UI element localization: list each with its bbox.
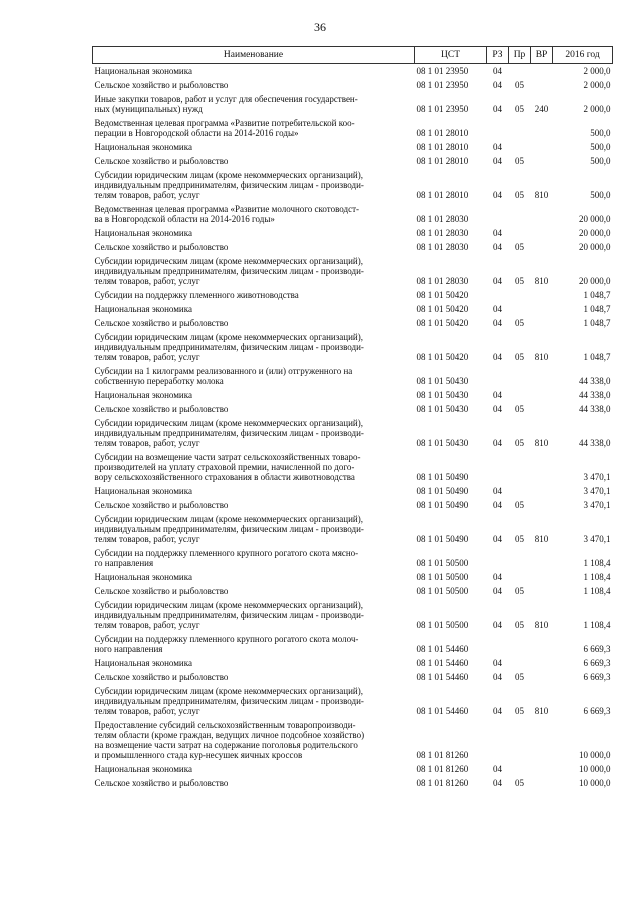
row-amount: 1 108,4 — [583, 572, 611, 582]
row-vr: 810 — [534, 534, 549, 544]
row-amount: 10 000,0 — [579, 764, 611, 774]
row-rz: 04 — [493, 706, 502, 716]
row-cst: 08 1 01 54460 — [416, 644, 469, 654]
table-row — [93, 416, 613, 450]
row-vr: 810 — [534, 352, 549, 362]
table-row — [93, 288, 613, 302]
row-amount: 2 000,0 — [583, 66, 611, 76]
row-amount: 500,0 — [590, 190, 611, 200]
row-rz: 04 — [493, 778, 502, 788]
row-pr: 05 — [515, 500, 524, 510]
row-amount: 10 000,0 — [579, 778, 611, 788]
table-row — [93, 498, 613, 512]
row-vr — [531, 140, 553, 154]
header-name: Наименование — [93, 47, 415, 64]
row-vr — [531, 584, 553, 598]
row-pr: 05 — [515, 80, 524, 90]
row-pr — [509, 546, 531, 570]
row-cst: 08 1 01 23950 — [416, 66, 469, 76]
row-name: Субсидии юридическим лицам (кроме некоммерческих организаций), индивидуальным предпринимателям, физическим лицам - производи- телям товаров, работ, услуг — [94, 418, 364, 448]
table-row — [93, 302, 613, 316]
header-rz: РЗ — [487, 47, 509, 64]
row-name: Национальная экономика — [94, 572, 192, 582]
row-name: Иные закупки товаров, работ и услуг для обеспечения государствен- ных (муниципальных) нужд — [94, 94, 358, 114]
row-pr: 05 — [515, 778, 524, 788]
row-amount: 20 000,0 — [579, 214, 611, 224]
row-cst: 08 1 01 81260 — [416, 764, 469, 774]
row-vr — [531, 240, 553, 254]
row-cst: 08 1 01 50500 — [416, 586, 469, 596]
row-rz — [487, 116, 509, 140]
row-amount: 44 338,0 — [579, 390, 611, 400]
row-rz: 04 — [493, 672, 502, 682]
row-vr: 810 — [534, 276, 549, 286]
row-cst: 08 1 01 28030 — [416, 228, 469, 238]
table-row — [93, 656, 613, 670]
row-vr — [531, 154, 553, 168]
row-vr — [531, 484, 553, 498]
row-pr: 05 — [515, 620, 524, 630]
row-amount: 3 470,1 — [583, 472, 611, 482]
row-rz: 04 — [493, 228, 502, 238]
row-pr: 05 — [515, 534, 524, 544]
row-amount: 6 669,3 — [583, 706, 611, 716]
row-rz — [487, 202, 509, 226]
row-rz: 04 — [493, 104, 502, 114]
row-cst: 08 1 01 50490 — [416, 472, 469, 482]
table-body — [93, 64, 613, 791]
row-amount: 44 338,0 — [579, 404, 611, 414]
row-pr — [509, 570, 531, 584]
row-rz — [487, 364, 509, 388]
table-row — [93, 512, 613, 546]
row-name: Ведомственная целевая программа «Развитие потребительской коо- перации в Новгородской области на 2014-2016 годы» — [94, 118, 355, 138]
row-pr — [509, 202, 531, 226]
row-rz: 04 — [493, 404, 502, 414]
row-amount: 2 000,0 — [583, 104, 611, 114]
row-rz: 04 — [493, 658, 502, 668]
row-amount: 3 470,1 — [583, 486, 611, 496]
row-rz: 04 — [493, 438, 502, 448]
row-amount: 44 338,0 — [579, 438, 611, 448]
row-cst: 08 1 01 28010 — [416, 156, 469, 166]
row-cst: 08 1 01 50490 — [416, 486, 469, 496]
row-rz: 04 — [493, 242, 502, 252]
row-cst: 08 1 01 50420 — [416, 352, 469, 362]
row-amount: 6 669,3 — [583, 672, 611, 682]
row-amount: 500,0 — [590, 142, 611, 152]
table-row — [93, 762, 613, 776]
row-cst: 08 1 01 50420 — [416, 304, 469, 314]
row-rz: 04 — [493, 66, 502, 76]
row-name: Сельское хозяйство и рыболовство — [94, 404, 229, 414]
row-rz: 04 — [493, 390, 502, 400]
row-pr — [509, 226, 531, 240]
row-rz: 04 — [493, 318, 502, 328]
row-cst: 08 1 01 50500 — [416, 572, 469, 582]
row-pr — [509, 484, 531, 498]
row-cst: 08 1 01 81260 — [416, 778, 469, 788]
row-rz: 04 — [493, 586, 502, 596]
row-name: Национальная экономика — [94, 390, 192, 400]
budget-table — [92, 46, 613, 790]
row-name: Субсидии юридическим лицам (кроме некоммерческих организаций), индивидуальным предпринимателям, физическим лицам - производи- телям товаров, работ, услуг — [94, 600, 364, 630]
header-year: 2016 год — [553, 47, 613, 64]
table-row — [93, 226, 613, 240]
row-rz: 04 — [493, 304, 502, 314]
row-name: Субсидии на поддержку племенного крупного рогатого скота мясно- го направления — [94, 548, 359, 568]
row-cst: 08 1 01 50500 — [416, 620, 469, 630]
row-name: Сельское хозяйство и рыболовство — [94, 80, 229, 90]
row-amount: 1 108,4 — [583, 586, 611, 596]
row-cst: 08 1 01 50430 — [416, 376, 469, 386]
row-vr — [531, 546, 553, 570]
table-header-row — [93, 47, 613, 64]
row-amount: 6 669,3 — [583, 644, 611, 654]
row-pr: 05 — [515, 318, 524, 328]
row-vr — [531, 776, 553, 790]
row-amount: 1 048,7 — [583, 352, 611, 362]
row-vr — [531, 670, 553, 684]
table-row — [93, 546, 613, 570]
header-vr: ВР — [531, 47, 553, 64]
row-name: Национальная экономика — [94, 658, 192, 668]
row-cst: 08 1 01 50430 — [416, 438, 469, 448]
row-rz: 04 — [493, 156, 502, 166]
row-name: Национальная экономика — [94, 228, 192, 238]
row-pr: 05 — [515, 706, 524, 716]
table-row — [93, 64, 613, 79]
row-amount: 3 470,1 — [583, 500, 611, 510]
row-pr — [509, 762, 531, 776]
row-amount: 6 669,3 — [583, 658, 611, 668]
row-name: Ведомственная целевая программа «Развитие молочного скотоводст- ва в Новгородской области на 2014-2016 годы» — [94, 204, 360, 224]
row-pr: 05 — [515, 156, 524, 166]
row-pr — [509, 302, 531, 316]
row-cst: 08 1 01 23950 — [416, 80, 469, 90]
row-name: Сельское хозяйство и рыболовство — [94, 242, 229, 252]
row-name: Субсидии на 1 килограмм реализованного и (или) отгруженного на собственную переработку молока — [94, 366, 353, 386]
row-vr — [531, 762, 553, 776]
row-pr — [509, 140, 531, 154]
row-amount: 20 000,0 — [579, 228, 611, 238]
row-pr: 05 — [515, 242, 524, 252]
table-row — [93, 484, 613, 498]
row-name: Национальная экономика — [94, 486, 192, 496]
row-vr — [531, 226, 553, 240]
row-rz — [487, 546, 509, 570]
row-name: Предоставление субсидий сельскохозяйственным товаропроизводи- телям области (кроме граждан, ведущих личное подсобное хозяйство) на возмещение части затрат на содержание поголовья родительского и промышленного стада кур-несушек яичных кроссов — [94, 720, 365, 760]
row-vr — [531, 570, 553, 584]
row-pr — [509, 718, 531, 762]
table-row — [93, 254, 613, 288]
row-vr — [531, 388, 553, 402]
table-row — [93, 330, 613, 364]
row-cst: 08 1 01 50490 — [416, 500, 469, 510]
table-row — [93, 154, 613, 168]
row-cst: 08 1 01 54460 — [416, 658, 469, 668]
row-name: Сельское хозяйство и рыболовство — [94, 778, 229, 788]
row-rz — [487, 450, 509, 484]
row-cst: 08 1 01 50430 — [416, 404, 469, 414]
row-cst: 08 1 01 28010 — [416, 190, 469, 200]
row-rz — [487, 632, 509, 656]
row-cst: 08 1 01 28010 — [416, 128, 469, 138]
row-vr — [531, 78, 553, 92]
row-name: Субсидии юридическим лицам (кроме некоммерческих организаций), индивидуальным предпринимателям, физическим лицам - производи- телям товаров, работ, услуг — [94, 256, 364, 286]
table-row — [93, 78, 613, 92]
row-rz: 04 — [493, 142, 502, 152]
row-pr — [509, 364, 531, 388]
row-pr: 05 — [515, 276, 524, 286]
table-row — [93, 402, 613, 416]
row-name: Субсидии на поддержку племенного животноводства — [94, 290, 299, 300]
table-row — [93, 316, 613, 330]
header-cst: ЦСТ — [415, 47, 487, 64]
row-rz: 04 — [493, 352, 502, 362]
row-amount: 1 108,4 — [583, 558, 611, 568]
row-amount: 500,0 — [590, 128, 611, 138]
row-cst: 08 1 01 50500 — [416, 558, 469, 568]
row-name: Национальная экономика — [94, 142, 192, 152]
row-vr: 810 — [534, 190, 549, 200]
row-cst: 08 1 01 54460 — [416, 706, 469, 716]
row-vr — [531, 316, 553, 330]
row-amount: 20 000,0 — [579, 242, 611, 252]
row-cst: 08 1 01 81260 — [416, 750, 469, 760]
table-row — [93, 450, 613, 484]
row-cst: 08 1 01 28030 — [416, 276, 469, 286]
row-name: Субсидии на поддержку племенного крупного рогатого скота молоч- ного направления — [94, 634, 359, 654]
row-amount: 2 000,0 — [583, 80, 611, 90]
row-amount: 500,0 — [590, 156, 611, 166]
row-vr — [531, 656, 553, 670]
row-cst: 08 1 01 50490 — [416, 534, 469, 544]
row-rz: 04 — [493, 764, 502, 774]
row-pr: 05 — [515, 438, 524, 448]
row-rz: 04 — [493, 190, 502, 200]
row-cst: 08 1 01 54460 — [416, 672, 469, 682]
row-vr — [531, 498, 553, 512]
row-name: Субсидии юридическим лицам (кроме некоммерческих организаций), индивидуальным предпринимателям, физическим лицам - производи- телям товаров, работ, услуг — [94, 332, 364, 362]
page-number: 36 — [314, 20, 326, 34]
row-pr — [509, 64, 531, 79]
table-row — [93, 364, 613, 388]
row-amount: 1 108,4 — [583, 620, 611, 630]
row-name: Национальная экономика — [94, 764, 192, 774]
table-row — [93, 684, 613, 718]
row-name: Сельское хозяйство и рыболовство — [94, 586, 229, 596]
row-vr: 810 — [534, 620, 549, 630]
header-pr: Пр — [509, 47, 531, 64]
row-amount: 10 000,0 — [579, 750, 611, 760]
row-rz: 04 — [493, 486, 502, 496]
table-row — [93, 776, 613, 790]
table-row — [93, 584, 613, 598]
row-name: Субсидии юридическим лицам (кроме некоммерческих организаций), индивидуальным предпринимателям, физическим лицам - производи- телям товаров, работ, услуг — [94, 514, 364, 544]
table-row — [93, 388, 613, 402]
row-cst: 08 1 01 50420 — [416, 290, 469, 300]
row-rz: 04 — [493, 80, 502, 90]
row-rz: 04 — [493, 534, 502, 544]
row-pr: 05 — [515, 352, 524, 362]
row-rz — [487, 288, 509, 302]
row-vr — [531, 302, 553, 316]
row-amount: 3 470,1 — [583, 534, 611, 544]
row-pr: 05 — [515, 104, 524, 114]
row-name: Субсидии юридическим лицам (кроме некоммерческих организаций), индивидуальным предпринимателям, физическим лицам - производи- телям товаров, работ, услуг — [94, 686, 364, 716]
table-row — [93, 116, 613, 140]
row-vr — [531, 632, 553, 656]
row-rz: 04 — [493, 572, 502, 582]
table-row — [93, 168, 613, 202]
row-cst: 08 1 01 50420 — [416, 318, 469, 328]
row-name: Национальная экономика — [94, 66, 192, 76]
row-vr: 810 — [534, 438, 549, 448]
row-name: Сельское хозяйство и рыболовство — [94, 672, 229, 682]
row-pr — [509, 288, 531, 302]
row-vr — [531, 202, 553, 226]
table-row — [93, 598, 613, 632]
row-name: Национальная экономика — [94, 304, 192, 314]
row-pr: 05 — [515, 404, 524, 414]
row-vr: 240 — [534, 104, 549, 114]
row-amount: 1 048,7 — [583, 290, 611, 300]
row-vr — [531, 116, 553, 140]
row-vr — [531, 364, 553, 388]
row-pr: 05 — [515, 190, 524, 200]
row-vr — [531, 402, 553, 416]
table-row — [93, 632, 613, 656]
row-name: Сельское хозяйство и рыболовство — [94, 500, 229, 510]
table-row — [93, 202, 613, 226]
row-amount: 1 048,7 — [583, 318, 611, 328]
row-pr: 05 — [515, 586, 524, 596]
table-row — [93, 570, 613, 584]
row-name: Сельское хозяйство и рыболовство — [94, 156, 229, 166]
table-row — [93, 140, 613, 154]
row-pr — [509, 450, 531, 484]
table-row — [93, 718, 613, 762]
row-rz: 04 — [493, 500, 502, 510]
row-name: Субсидии на возмещение части затрат сельскохозяйственных товаро- производителей на уплату страховой премии, начисленной по дого- вору сельскохозяйственного страхования в области животноводства — [94, 452, 361, 482]
row-vr — [531, 718, 553, 762]
row-cst: 08 1 01 28030 — [416, 242, 469, 252]
table-row — [93, 240, 613, 254]
row-cst: 08 1 01 28030 — [416, 214, 469, 224]
row-vr: 810 — [534, 706, 549, 716]
row-rz: 04 — [493, 276, 502, 286]
row-cst: 08 1 01 50430 — [416, 390, 469, 400]
row-cst: 08 1 01 28010 — [416, 142, 469, 152]
row-vr — [531, 450, 553, 484]
row-vr — [531, 64, 553, 79]
row-amount: 1 048,7 — [583, 304, 611, 314]
row-pr — [509, 116, 531, 140]
row-pr — [509, 656, 531, 670]
row-name: Сельское хозяйство и рыболовство — [94, 318, 229, 328]
row-pr — [509, 388, 531, 402]
table-row — [93, 92, 613, 116]
table-row — [93, 670, 613, 684]
row-amount: 20 000,0 — [579, 276, 611, 286]
row-amount: 44 338,0 — [579, 376, 611, 386]
row-vr — [531, 288, 553, 302]
row-pr: 05 — [515, 672, 524, 682]
row-rz: 04 — [493, 620, 502, 630]
row-cst: 08 1 01 23950 — [416, 104, 469, 114]
row-name: Субсидии юридическим лицам (кроме некоммерческих организаций), индивидуальным предпринимателям, физическим лицам - производи- телям товаров, работ, услуг — [94, 170, 364, 200]
row-pr — [509, 632, 531, 656]
row-rz — [487, 718, 509, 762]
